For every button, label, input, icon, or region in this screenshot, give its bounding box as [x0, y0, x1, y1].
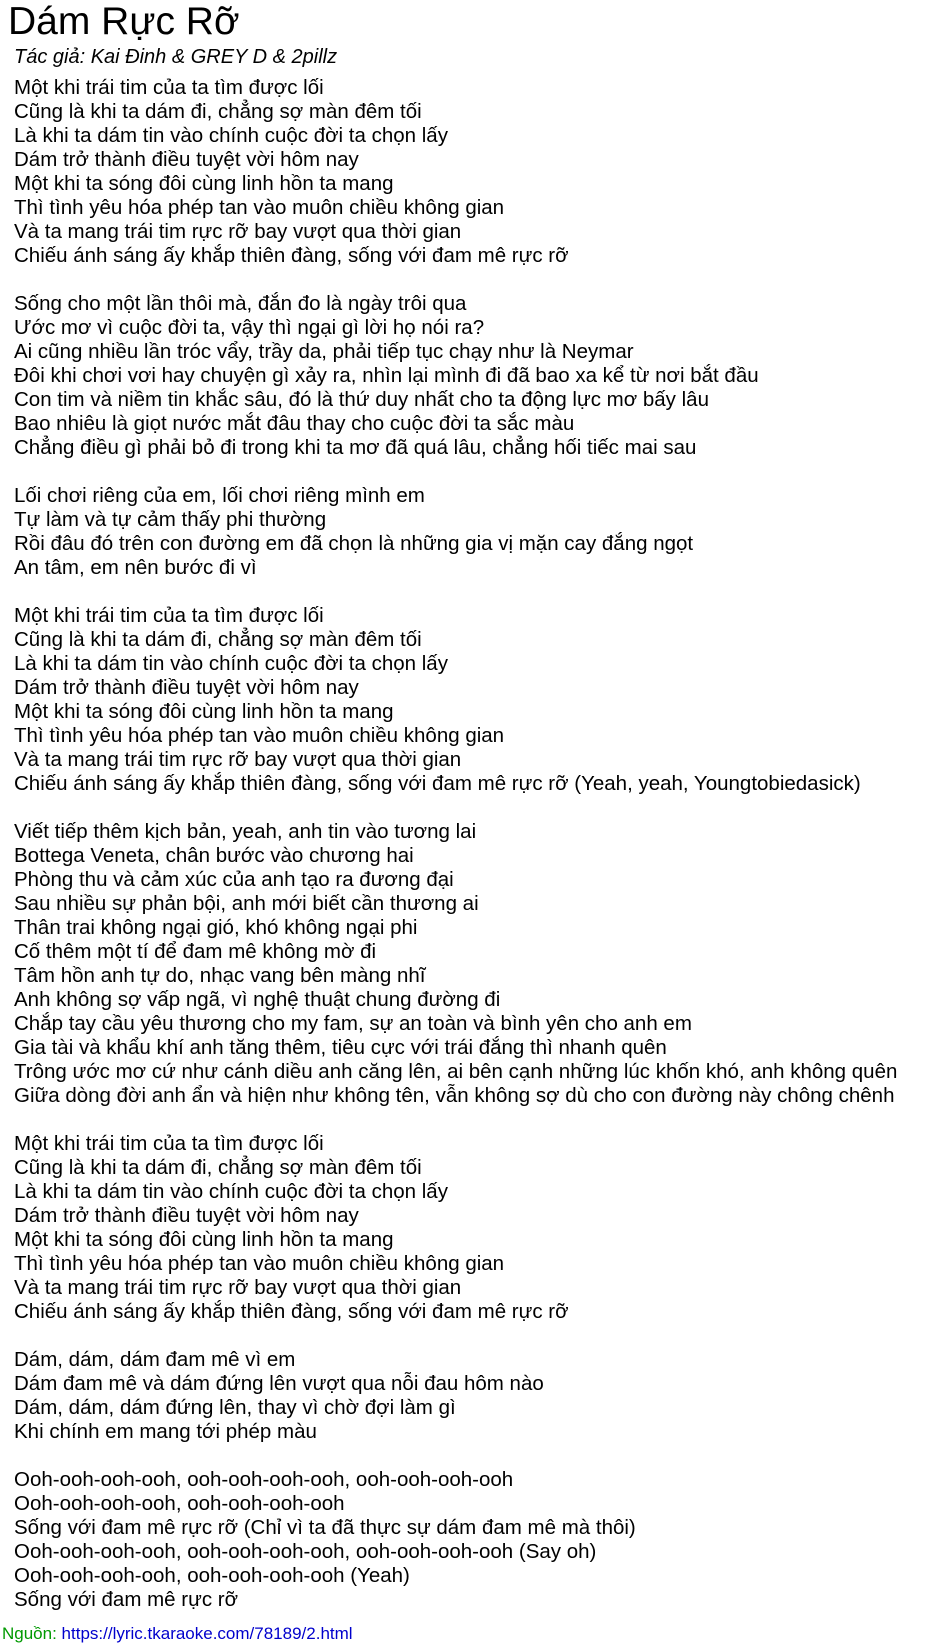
- lyric-line: Một khi trái tim của ta tìm được lối: [14, 604, 324, 627]
- lyric-line: Sống cho một lần thôi mà, đắn đo là ngày trôi qua: [14, 292, 467, 315]
- lyric-line: Phòng thu và cảm xúc của anh tạo ra đương đại: [14, 868, 454, 891]
- lyric-line: Dám trở thành điều tuyệt vời hôm nay: [14, 1204, 359, 1227]
- lyric-line: Dám trở thành điều tuyệt vời hôm nay: [14, 148, 359, 171]
- lyrics-stanza: [14, 1348, 939, 1444]
- lyric-line: Trông ước mơ cứ như cánh diều anh căng lên, ai bên cạnh những lúc khốn khó, anh không quên: [14, 1060, 898, 1083]
- lyric-line: Chẳng điều gì phải bỏ đi trong khi ta mơ đã quá lâu, chẳng hối tiếc mai sau: [14, 436, 697, 459]
- lyric-line: Cũng là khi ta dám đi, chẳng sợ màn đêm tối: [14, 628, 422, 651]
- lyric-line: Và ta mang trái tim rực rỡ bay vượt qua thời gian: [14, 220, 462, 243]
- lyric-line: Chiếu ánh sáng ấy khắp thiên đàng, sống với đam mê rực rỡ: [14, 244, 569, 267]
- lyric-line: Đôi khi chơi vơi hay chuyện gì xảy ra, nhìn lại mình đi đã bao xa kể từ nơi bắt đầu: [14, 364, 759, 387]
- lyric-line: Một khi ta sóng đôi cùng linh hồn ta mang: [14, 172, 394, 195]
- lyric-line: Dám đam mê và dám đứng lên vượt qua nỗi đau hôm nào: [14, 1372, 544, 1395]
- lyrics-body: [14, 76, 939, 1636]
- lyric-line: Con tim và niềm tin khắc sâu, đó là thứ duy nhất cho ta động lực mơ bấy lâu: [14, 388, 709, 411]
- lyrics-stanza: [14, 292, 939, 460]
- lyric-line: Một khi trái tim của ta tìm được lối: [14, 76, 324, 99]
- lyric-line: Sống với đam mê rực rỡ: [14, 1588, 239, 1611]
- lyric-line: Là khi ta dám tin vào chính cuộc đời ta chọn lấy: [14, 652, 448, 675]
- lyric-line: Chắp tay cầu yêu thương cho my fam, sự an toàn và bình yên cho anh em: [14, 1012, 692, 1035]
- lyric-line: Thì tình yêu hóa phép tan vào muôn chiều không gian: [14, 724, 505, 747]
- lyric-line: Ước mơ vì cuộc đời ta, vậy thì ngại gì lời họ nói ra?: [14, 316, 485, 339]
- lyric-line: Thì tình yêu hóa phép tan vào muôn chiều không gian: [14, 1252, 505, 1275]
- source-link[interactable]: https://lyric.tkaraoke.com/78189/2.html: [61, 1624, 353, 1643]
- lyric-line: Cũng là khi ta dám đi, chẳng sợ màn đêm tối: [14, 100, 422, 123]
- source-line: [2, 1624, 353, 1644]
- lyric-line: Thân trai không ngại gió, khó không ngại phi: [14, 916, 418, 939]
- lyric-line: Một khi ta sóng đôi cùng linh hồn ta mang: [14, 700, 394, 723]
- lyric-line: An tâm, em nên bước đi vì: [14, 556, 257, 579]
- lyric-line: Cố thêm một tí để đam mê không mờ đi: [14, 940, 377, 963]
- lyric-line: Giữa dòng đời anh ẩn và hiện như không tên, vẫn không sợ dù cho con đường này chông chênh: [14, 1084, 895, 1107]
- lyric-line: Tự làm và tự cảm thấy phi thường: [14, 508, 327, 531]
- lyric-line: Bao nhiêu là giọt nước mắt đâu thay cho cuộc đời ta sắc màu: [14, 412, 575, 435]
- lyrics-stanza: [14, 820, 939, 1108]
- source-label: Nguồn:: [2, 1624, 62, 1643]
- lyric-line: Là khi ta dám tin vào chính cuộc đời ta chọn lấy: [14, 1180, 448, 1203]
- lyric-line: Khi chính em mang tới phép màu: [14, 1420, 317, 1443]
- lyric-line: Thì tình yêu hóa phép tan vào muôn chiều không gian: [14, 196, 505, 219]
- lyric-line: Một khi ta sóng đôi cùng linh hồn ta mang: [14, 1228, 394, 1251]
- lyric-line: Và ta mang trái tim rực rỡ bay vượt qua thời gian: [14, 748, 462, 771]
- lyric-line: Lối chơi riêng của em, lối chơi riêng mình em: [14, 484, 425, 507]
- lyric-line: Bottega Veneta, chân bước vào chương hai: [14, 844, 414, 867]
- lyric-line: Dám trở thành điều tuyệt vời hôm nay: [14, 676, 359, 699]
- lyric-line: Một khi trái tim của ta tìm được lối: [14, 1132, 324, 1155]
- lyrics-stanza: [14, 484, 939, 580]
- lyric-line: Ai cũng nhiều lần tróc vẩy, trầy da, phải tiếp tục chạy như là Neymar: [14, 340, 634, 363]
- lyric-line: Sống với đam mê rực rỡ (Chỉ vì ta đã thực sự dám đam mê mà thôi): [14, 1516, 636, 1539]
- lyric-line: Dám, dám, dám đứng lên, thay vì chờ đợi làm gì: [14, 1396, 456, 1419]
- lyric-line: Dám, dám, dám đam mê vì em: [14, 1348, 296, 1371]
- lyric-line: Cũng là khi ta dám đi, chẳng sợ màn đêm tối: [14, 1156, 422, 1179]
- lyric-line: Rồi đâu đó trên con đường em đã chọn là những gia vị mặn cay đắng ngọt: [14, 532, 694, 555]
- lyric-line: Chiếu ánh sáng ấy khắp thiên đàng, sống với đam mê rực rỡ: [14, 1300, 569, 1323]
- lyric-line: Gia tài và khẩu khí anh tăng thêm, tiêu cực với trái đắng thì nhanh quên: [14, 1036, 667, 1059]
- lyric-line: Chiếu ánh sáng ấy khắp thiên đàng, sống với đam mê rực rỡ (Yeah, yeah, Youngtobiedasick): [14, 772, 861, 795]
- lyric-line: Là khi ta dám tin vào chính cuộc đời ta chọn lấy: [14, 124, 448, 147]
- lyric-line: Ooh-ooh-ooh-ooh, ooh-ooh-ooh-ooh, ooh-ooh-ooh-ooh: [14, 1468, 514, 1491]
- lyrics-stanza: [14, 604, 939, 796]
- lyric-line: Ooh-ooh-ooh-ooh, ooh-ooh-ooh-ooh, ooh-ooh-ooh-ooh (Say oh): [14, 1540, 597, 1563]
- lyric-line: Anh không sợ vấp ngã, vì nghệ thuật chung đường đi: [14, 988, 501, 1011]
- lyric-line: Sau nhiều sự phản bội, anh mới biết cần thương ai: [14, 892, 479, 915]
- lyric-line: Ooh-ooh-ooh-ooh, ooh-ooh-ooh-ooh: [14, 1492, 345, 1515]
- lyric-line: Và ta mang trái tim rực rỡ bay vượt qua thời gian: [14, 1276, 462, 1299]
- lyrics-stanza: [14, 76, 939, 268]
- song-title: Dám Rực Rỡ: [8, 0, 240, 43]
- song-author: Tác giả: Kai Đinh & GREY D & 2pillz: [14, 46, 338, 68]
- lyric-line: Ooh-ooh-ooh-ooh, ooh-ooh-ooh-ooh (Yeah): [14, 1564, 410, 1587]
- lyric-line: Viết tiếp thêm kịch bản, yeah, anh tin vào tương lai: [14, 820, 477, 843]
- lyric-line: Tâm hồn anh tự do, nhạc vang bên màng nhĩ: [14, 964, 426, 987]
- lyrics-stanza: [14, 1132, 939, 1324]
- lyrics-stanza: [14, 1468, 939, 1612]
